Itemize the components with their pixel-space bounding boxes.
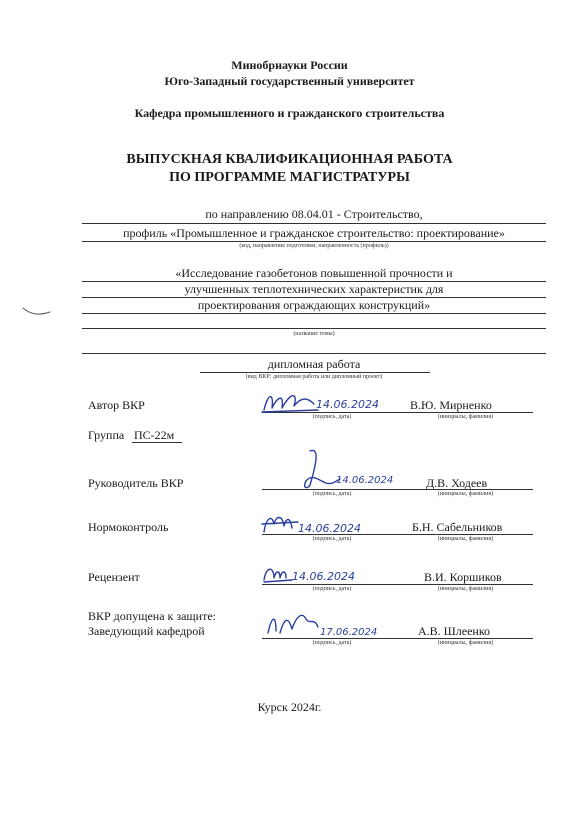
normcontrol-sign-caption: (подпись, дата) — [312, 536, 352, 542]
group-value: ПС-22м — [134, 428, 175, 442]
normcontrol-name-caption: (инициалы, фамилия) — [437, 536, 494, 542]
document-title-line1: ВЫПУСКНАЯ КВАЛИФИКАЦИОННАЯ РАБОТА — [126, 152, 453, 167]
direction-underline-1 — [82, 223, 546, 224]
reviewer-sign-caption: (подпись, дата) — [312, 586, 352, 592]
direction-line1: по направлению 08.04.01 - Строительство, — [205, 207, 423, 221]
topic-underline-5 — [82, 353, 546, 354]
topic-underline-3 — [82, 313, 546, 314]
admission-label: ВКР допущена к защите: — [88, 609, 216, 623]
supervisor-name-caption: (инициалы, фамилия) — [437, 491, 494, 497]
university-name: Юго-Западный государственный университет — [164, 74, 415, 88]
admission-sign-date: 17.06.2024 — [320, 627, 378, 638]
supervisor-name-line — [398, 489, 533, 490]
author-name-caption: (инициалы, фамилия) — [437, 414, 494, 420]
author-sign-date: 14.06.2024 — [316, 398, 379, 411]
normcontrol-sign-date: 14.06.2024 — [298, 522, 361, 535]
group-underline — [132, 442, 182, 443]
topic-line2: улучшенных теплотехнических характеристик для — [184, 282, 444, 296]
author-name-line — [398, 412, 533, 413]
department-name: Кафедра промышленного и гражданского строительства — [134, 106, 445, 120]
head-of-department-label: Заведующий кафедрой — [88, 624, 205, 638]
city-year: Курск 2024г. — [257, 700, 322, 714]
supervisor-sign-caption: (подпись, дата) — [312, 491, 352, 497]
author-sign-caption: (подпись, дата) — [312, 414, 352, 420]
work-type: дипломная работа — [267, 357, 361, 371]
reviewer-name: В.И. Коршиков — [424, 570, 502, 584]
topic-line3: проектирования ограждающих конструкций» — [197, 298, 431, 312]
supervisor-signature-icon — [280, 445, 410, 493]
admission-sign-caption: (подпись, дата) — [312, 640, 352, 646]
author-label: Автор ВКР — [88, 398, 145, 412]
author-name: В.Ю. Мирненко — [410, 398, 492, 412]
document-title-line2: ПО ПРОГРАММЕ МАГИСТРАТУРЫ — [169, 170, 410, 185]
direction-underline-2 — [82, 241, 546, 242]
ministry: Минобрнауки России — [231, 58, 348, 72]
direction-line2: профиль «Промышленное и гражданское строительство: проектирование» — [123, 226, 505, 240]
work-type-underline — [200, 372, 430, 373]
work-type-caption: (вид ВКР: дипломная работа или дипломный проект) — [245, 374, 383, 380]
head-name-line — [398, 638, 533, 639]
supervisor-name: Д.В. Ходеев — [426, 476, 488, 490]
topic-line1: «Исследование газобетонов повышенной прочности и — [175, 266, 453, 280]
normcontrol-name: Б.Н. Сабельников — [412, 520, 503, 534]
supervisor-sign-date: 14.06.2024 — [336, 475, 394, 486]
head-name: А.В. Шлеенко — [418, 624, 491, 638]
normcontrol-label: Нормоконтроль — [88, 520, 169, 534]
reviewer-sign-date: 14.06.2024 — [292, 570, 355, 583]
reviewer-label: Рецензент — [88, 570, 140, 584]
head-signature-icon — [262, 605, 402, 641]
direction-caption: (код, направление подготовки, направленность (профиль)) — [239, 243, 389, 249]
topic-caption: (название темы) — [293, 331, 335, 337]
normcontrol-name-line — [398, 534, 533, 535]
supervisor-label: Руководитель ВКР — [88, 476, 184, 490]
reviewer-name-caption: (инициалы, фамилия) — [437, 586, 494, 592]
margin-mark-icon — [20, 300, 60, 320]
admission-name-caption: (инициалы, фамилия) — [437, 640, 494, 646]
topic-underline-4 — [82, 328, 546, 329]
reviewer-name-line — [398, 584, 533, 585]
group-label: Группа — [88, 428, 125, 442]
